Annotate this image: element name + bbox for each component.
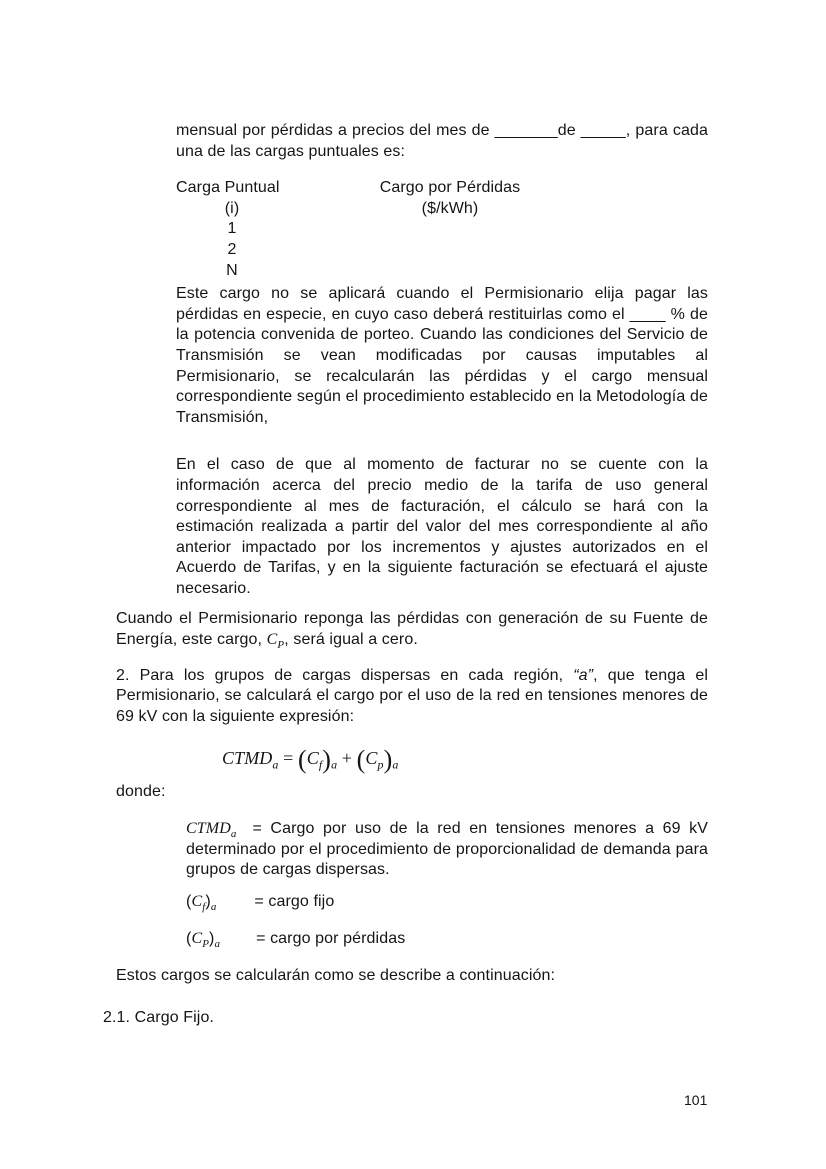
definition-cargo-fijo: $(C_f)_a$ = cargo fijo [186,892,335,913]
table-col1-subheader: (i) [224,199,240,217]
table-col2-subheader: ($/kWh) [421,199,479,217]
definition-cargo-perdidas: $(C_P)_a$ = cargo por pérdidas [186,930,406,951]
paragraph-este-cargo: Este cargo no se aplicará cuando el Permisionario elija pagar las pérdidas en especie, en cuyo caso deberá restituirlas como el ____ % de la potencia convenida de porteo. Cuando las condiciones del Servicio de Transmisión se vean modificadas por causas imputables al Permisionario, se recalcularán las pérdidas y el cargo mensual correspondiente según el procedimiento establecido en la Metodología de Transmisión, [176,285,708,426]
cargas-puntuales-table [176,178,708,281]
table-row-1: 1 [227,220,237,238]
page-number: 101 [684,1092,708,1108]
paragraph-cuando-permisionario: Cuando el Permisionario reponga las pérdidas con generación de su Fuente de Energía, este cargo, $C_P$, será igual a cero. [116,610,708,652]
table-col1-header: Carga Puntual [176,179,280,197]
table-col2-header: Cargo por Pérdidas [379,179,521,197]
paragraph-estos-cargos: Estos cargos se calcularán como se describe a continuación: [116,967,556,984]
table-col-carga-puntual [176,178,288,281]
table-row-2: 2 [227,240,237,258]
paragraph-en-el-caso: En el caso de que al momento de facturar no se cuente con la información acerca del precio medio de la tarifa de uso general correspondiente al mes de facturación, el cálculo se hará con la estimación realizada a partir del valor del mes correspondiente al año anterior impactado por los incrementos y ajustes autorizados en el Acuerdo de Tarifas, y en la siguiente facturación se efectuará el ajuste necesario. [176,456,708,597]
table-col-cargo-perdidas [375,178,525,281]
table-row-n: N [226,261,238,279]
paragraph-intro: mensual por pérdidas a precios del mes de _______de _____, para cada una de las cargas puntuales es: [176,122,708,160]
definition-ctmd: $CTMD_a$ = Cargo por uso de la red en tensiones menores a 69 kV determinado por el procedimiento de proporcionalidad de demanda para grupos de cargas dispersas. [186,820,708,879]
document-body [103,121,708,1028]
label-donde: donde: [116,783,166,801]
formula-ctmd: $CTMD_a = (C_f)_a + (C_p)_a$ [222,745,399,775]
paragraph-grupos-dispersas: 2. Para los grupos de cargas dispersas en cada región, “a”, que tenga el Permisionario, se calculará el cargo por el uso de la red en tensiones menores de 69 kV con la siguiente expresión: [116,666,708,725]
section-2-1-heading: 2.1. Cargo Fijo. [103,1008,214,1026]
